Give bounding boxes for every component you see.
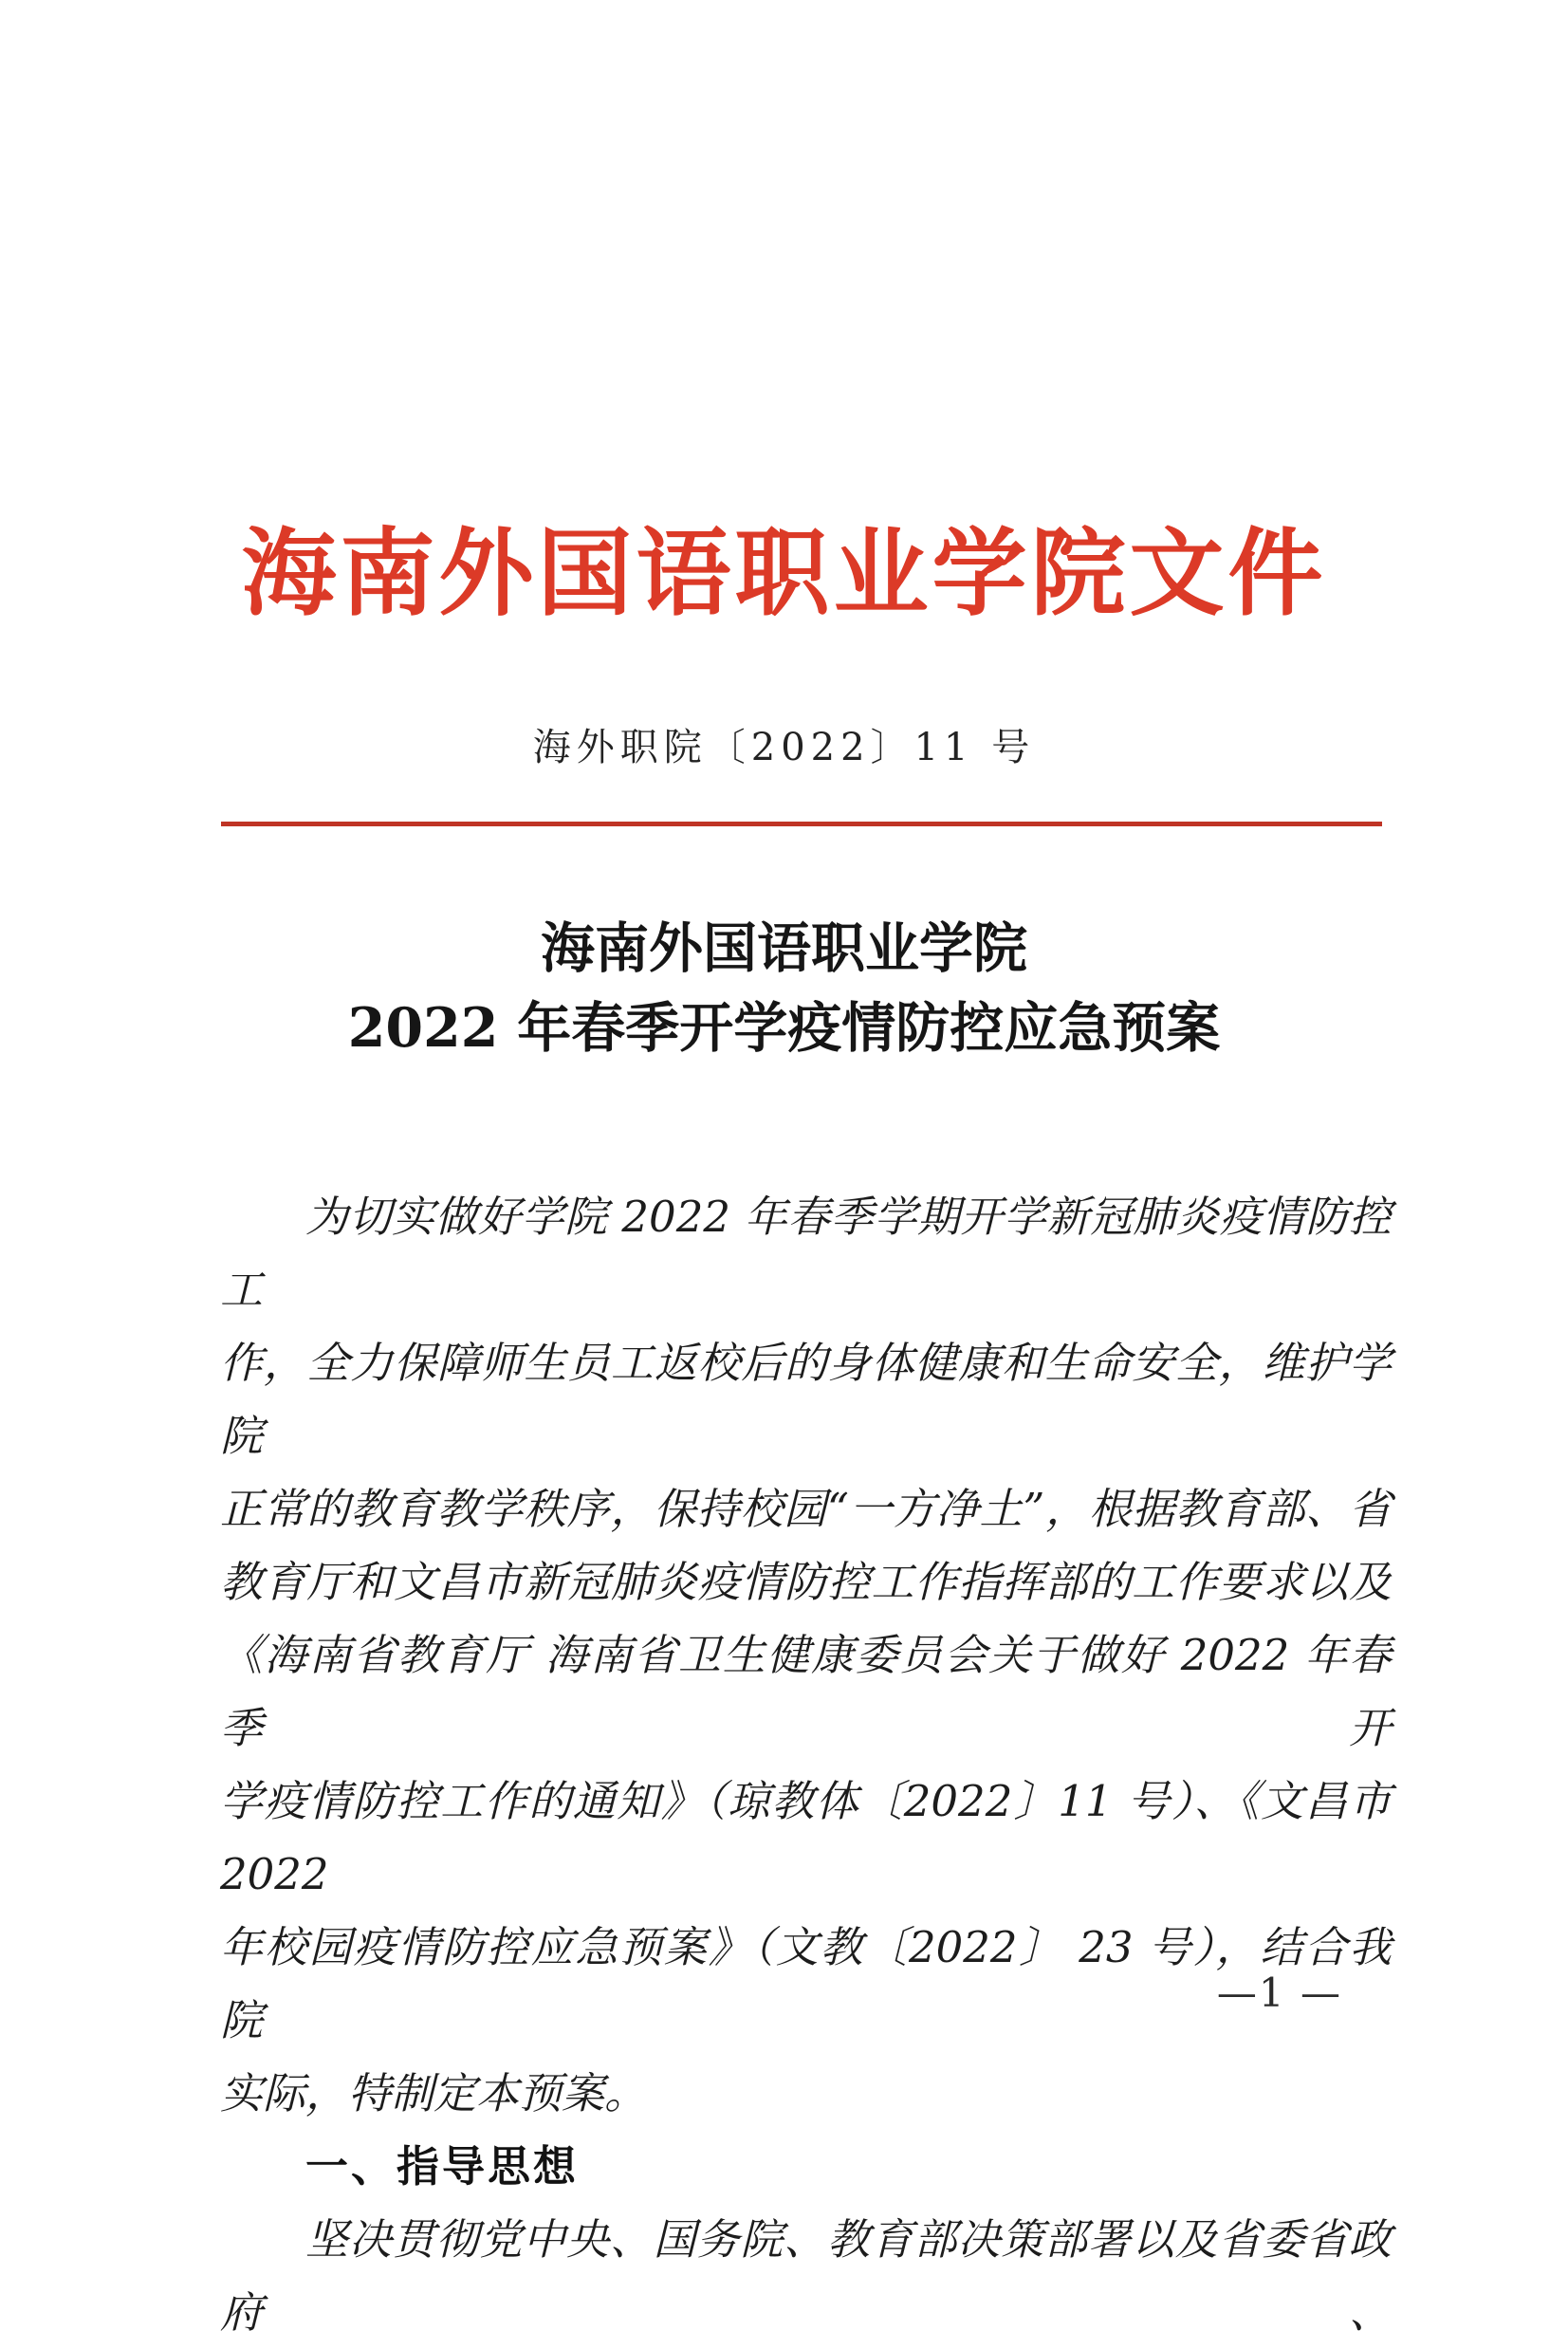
body-paragraph1-line: 作，全力保障师生员工返校后的身体健康和生命安全，维护学院 [220, 1338, 1392, 1461]
document-title-line-1: 海南外国语职业学院 [541, 916, 1027, 980]
page-number: —1 — [1216, 1970, 1342, 2016]
body-paragraph1-line: 实际，特制定本预案。 [220, 2068, 648, 2118]
body-paragraph1-line: 教育厅和文昌市新冠肺炎疫情防控工作指挥部的工作要求以及 [220, 1557, 1392, 1607]
letterhead-org-title: 海南外国语职业学院文件 [241, 517, 1327, 629]
document-title [0, 909, 1568, 1068]
document-body [220, 1180, 1392, 2349]
body-paragraph1-line: 为切实做好学院 2022 年春季学期开学新冠肺炎疫情防控工 [220, 1192, 1392, 1315]
body-paragraph1-line: 《海南省教育厅 海南省卫生健康委员会关于做好 2022 年春季开 [220, 1630, 1392, 1753]
body-paragraph2-line: 坚决贯彻党中央、国务院、教育部决策部署以及省委省政府、 [220, 2214, 1392, 2338]
body-paragraph1-line: 学疫情防控工作的通知》（琼教体〔2022〕11 号）、《文昌市 2022 [220, 1776, 1392, 1899]
body-paragraph1-line: 正常的教育教学秩序，保持校园“一方净土”，根据教育部、省 [220, 1484, 1392, 1534]
section-heading-1: 一、指导思想 [305, 2141, 580, 2192]
document-reference-number: 海外职院〔2022〕11 号 [532, 726, 1036, 769]
document-title-line-2: 2022 年春季开学疫情防控应急预案 [347, 996, 1221, 1060]
letterhead-red-rule [221, 822, 1382, 826]
body-paragraph1-line: 年校园疫情防控应急预案》（文教〔2022〕 23 号），结合我院 [220, 1922, 1392, 2045]
